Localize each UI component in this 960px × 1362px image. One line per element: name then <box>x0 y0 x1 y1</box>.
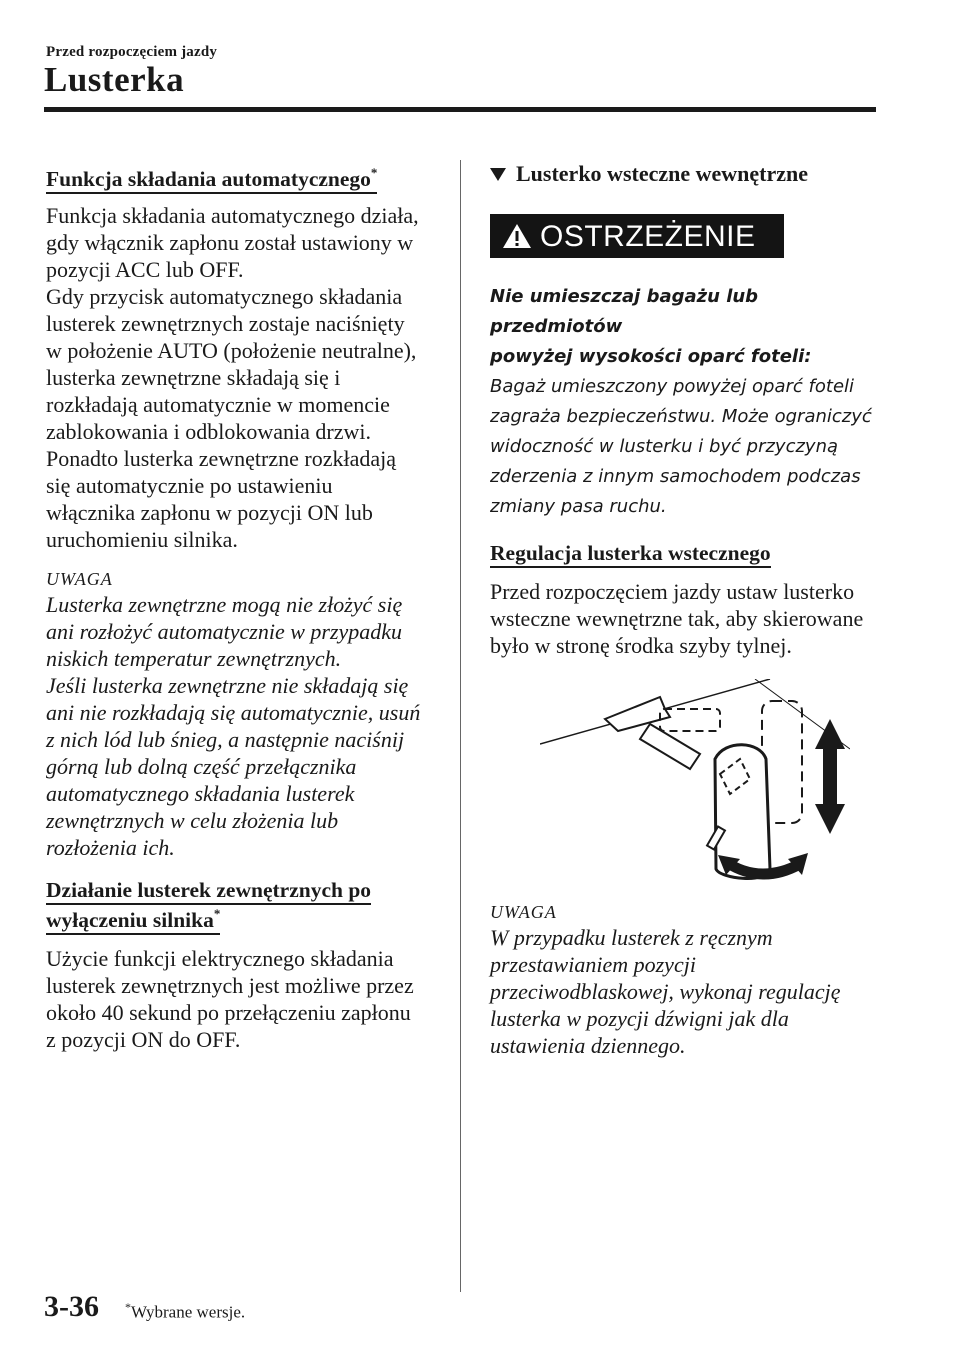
note-label-left: UWAGA <box>46 569 113 589</box>
chapter-subtitle: Przed rozpoczęciem jazdy <box>46 44 218 60</box>
warning-banner-text: OSTRZEŻENIE <box>540 219 756 253</box>
mirror-illustration <box>540 679 850 884</box>
section-triangle-icon <box>490 168 506 181</box>
engine-off-paragraph: Użycie funkcji elektrycznego składania lusterek zewnętrznych jest możliwe przez około 40 sekund po przełączeniu zapłonu z pozycji ON do OFF. <box>46 946 414 1052</box>
note-text-right: W przypadku lusterek z ręcznym przestawianiem pozycji przeciwodblaskowej, wykonaj regulację lusterka w pozycji dźwigni jak dla ustawienia dziennego. <box>490 925 841 1058</box>
selected-versions-note: *Wybrane wersje. <box>125 1300 246 1322</box>
right-column <box>490 160 885 1059</box>
note-text-left: Lusterka zewnętrzne mogą nie złożyć się ani rozłożyć automatycznie w przypadku niskich temperatur zewnętrznych. Jeśli lusterka zewnętrzne nie składają się ani nie rozkładają się automatycznie, usuń z nich lód lub śnieg, a następnie naciśnij górną lub dolną część przełącznika automatycznego składania lusterek zewnętrznych w celu złożenia lub rozłożenia ich. <box>46 592 421 860</box>
warning-icon <box>502 222 532 250</box>
warning-bold-text: Nie umieszczaj bagażu lub przedmiotów powyżej wysokości oparć foteli: <box>490 286 812 367</box>
engine-off-heading: Działanie lusterek zewnętrznych po wyłączeniu silnika* <box>46 875 446 935</box>
warning-body-text: Bagaż umieszczony powyżej oparć foteli zagraża bezpieczeństwu. Może ograniczyć widoczność w lusterku i być przyczyną zderzenia z innym samochodem podczas zmiany pasa ruchu. <box>490 376 872 517</box>
left-column <box>46 160 446 1053</box>
section-heading: Lusterko wsteczne wewnętrzne <box>490 160 885 188</box>
auto-fold-asterisk: * <box>370 165 378 180</box>
warning-banner <box>490 214 784 258</box>
note-label-right: UWAGA <box>490 902 557 922</box>
adjust-paragraph: Przed rozpoczęciem jazdy ustaw lusterko wsteczne wewnętrzne tak, aby skierowane było w stronę środka szyby tylnej. <box>490 579 864 658</box>
auto-fold-paragraph: Funkcja składania automatycznego działa, gdy włącznik zapłonu został ustawiony w pozycji ACC lub OFF. Gdy przycisk automatycznego składania lusterek zewnętrznych zostaje naciśnięty w położenie AUTO (położenie neutralne), lusterka zewnętrzne składają się i rozkładają automatycznie w momencie zablokowania i odblokowania drzwi. Ponadto lusterka zewnętrzne rozkładają się automatycznie po ustawieniu włącznika zapłonu w pozycji ON lub uruchomieniu silnika. <box>46 203 419 552</box>
auto-fold-heading: Funkcja składania automatycznego* <box>46 167 377 194</box>
chapter-title: Lusterka <box>44 60 185 99</box>
chapter-rule <box>44 107 876 112</box>
page-number: 3-36 <box>44 1290 99 1323</box>
adjust-heading: Regulacja lusterka wstecznego <box>490 541 771 568</box>
column-divider <box>460 160 461 1292</box>
